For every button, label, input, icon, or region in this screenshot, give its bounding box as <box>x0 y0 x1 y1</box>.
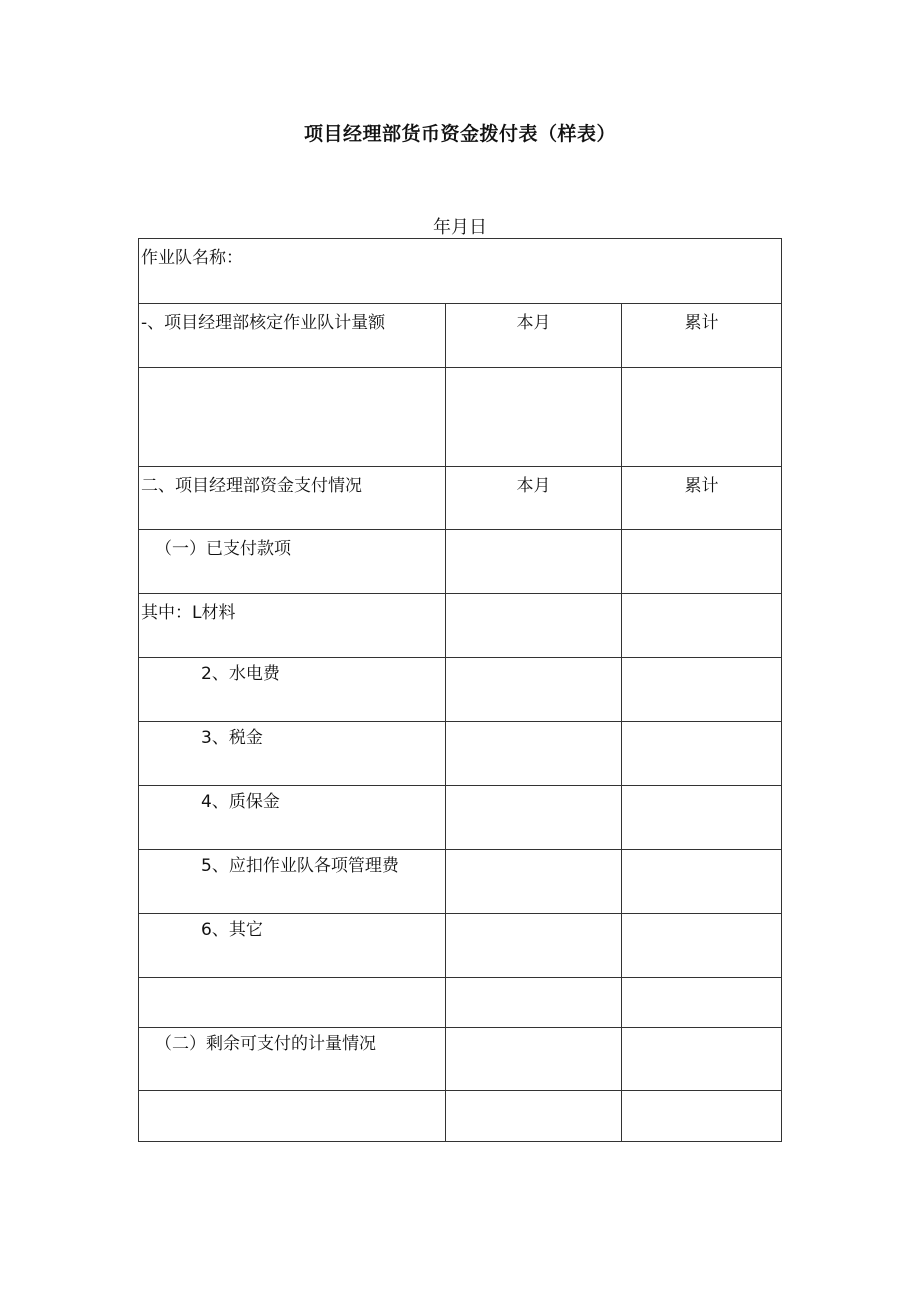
table-row-materials <box>139 594 782 658</box>
blank-2-month-cell[interactable] <box>446 1091 622 1142</box>
remaining-label-cell <box>139 1028 446 1091</box>
document-title: 项目经理部货币资金拨付表（样表） <box>303 123 616 145</box>
table-row-utilities <box>139 658 782 722</box>
table-row-other <box>139 914 782 978</box>
team-name-cell <box>139 239 782 304</box>
utilities-month-cell[interactable] <box>446 658 622 722</box>
table-row-warranty <box>139 786 782 850</box>
section1-month-header-cell <box>446 304 622 368</box>
remaining-month-cell[interactable] <box>446 1028 622 1091</box>
materials-label: 其中：L材料 <box>141 603 236 623</box>
table-row-section2-header <box>139 467 782 530</box>
materials-total-cell[interactable] <box>622 594 782 658</box>
section2-label-cell <box>139 467 446 530</box>
table-row-taxes <box>139 722 782 786</box>
taxes-label-cell <box>139 722 446 786</box>
section1-total-header-cell <box>622 304 782 368</box>
remaining-total-cell[interactable] <box>622 1028 782 1091</box>
section1-month-value-cell[interactable] <box>446 368 622 467</box>
utilities-total-cell[interactable] <box>622 658 782 722</box>
table-row-blank-2 <box>139 1091 782 1142</box>
paid-items-label: （一）已支付款项 <box>155 539 291 559</box>
other-total-cell[interactable] <box>622 914 782 978</box>
blank-1-total-cell[interactable] <box>622 978 782 1028</box>
management-fees-month-cell[interactable] <box>446 850 622 914</box>
section2-label: 二、项目经理部资金支付情况 <box>141 476 362 496</box>
section2-month-header: 本月 <box>516 476 551 496</box>
taxes-total-cell[interactable] <box>622 722 782 786</box>
remaining-label: （二）剩余可支付的计量情况 <box>155 1034 376 1054</box>
warranty-month-cell[interactable] <box>446 786 622 850</box>
table-row-blank-1 <box>139 978 782 1028</box>
paid-items-total-cell[interactable] <box>622 530 782 594</box>
utilities-label: 2、水电费 <box>201 664 280 684</box>
other-label-cell <box>139 914 446 978</box>
materials-label-cell <box>139 594 446 658</box>
warranty-label-cell <box>139 786 446 850</box>
warranty-total-cell[interactable] <box>622 786 782 850</box>
table-row-team-name <box>139 239 782 304</box>
table-row-paid-items <box>139 530 782 594</box>
other-month-cell[interactable] <box>446 914 622 978</box>
management-fees-label: 5、应扣作业队各项管理费 <box>201 856 399 876</box>
section1-value-label-cell <box>139 368 446 467</box>
warranty-label: 4、质保金 <box>201 792 280 812</box>
section1-month-header: 本月 <box>516 313 551 333</box>
section2-total-header-cell <box>622 467 782 530</box>
section1-total-value-cell[interactable] <box>622 368 782 467</box>
blank-2-total-cell[interactable] <box>622 1091 782 1142</box>
team-name-label: 作业队名称： <box>141 248 243 268</box>
paid-items-label-cell <box>139 530 446 594</box>
management-fees-label-cell <box>139 850 446 914</box>
section2-month-header-cell <box>446 467 622 530</box>
section1-label: -、项目经理部核定作业队计量额 <box>141 313 386 333</box>
other-label: 6、其它 <box>201 920 263 940</box>
section1-label-cell <box>139 304 446 368</box>
taxes-month-cell[interactable] <box>446 722 622 786</box>
section1-total-header: 累计 <box>684 313 719 333</box>
materials-month-cell[interactable] <box>446 594 622 658</box>
management-fees-total-cell[interactable] <box>622 850 782 914</box>
blank-1-month-cell[interactable] <box>446 978 622 1028</box>
section2-total-header: 累计 <box>684 476 719 496</box>
table-row-management-fees <box>139 850 782 914</box>
table-row-section1-header <box>139 304 782 368</box>
date-line: 年月日 <box>433 217 487 238</box>
blank-1-label-cell <box>139 978 446 1028</box>
table-row-remaining <box>139 1028 782 1091</box>
paid-items-month-cell[interactable] <box>446 530 622 594</box>
taxes-label: 3、税金 <box>201 728 263 748</box>
table-row-section1-values <box>139 368 782 467</box>
utilities-label-cell <box>139 658 446 722</box>
blank-2-label-cell <box>139 1091 446 1142</box>
funding-table <box>138 238 782 1142</box>
